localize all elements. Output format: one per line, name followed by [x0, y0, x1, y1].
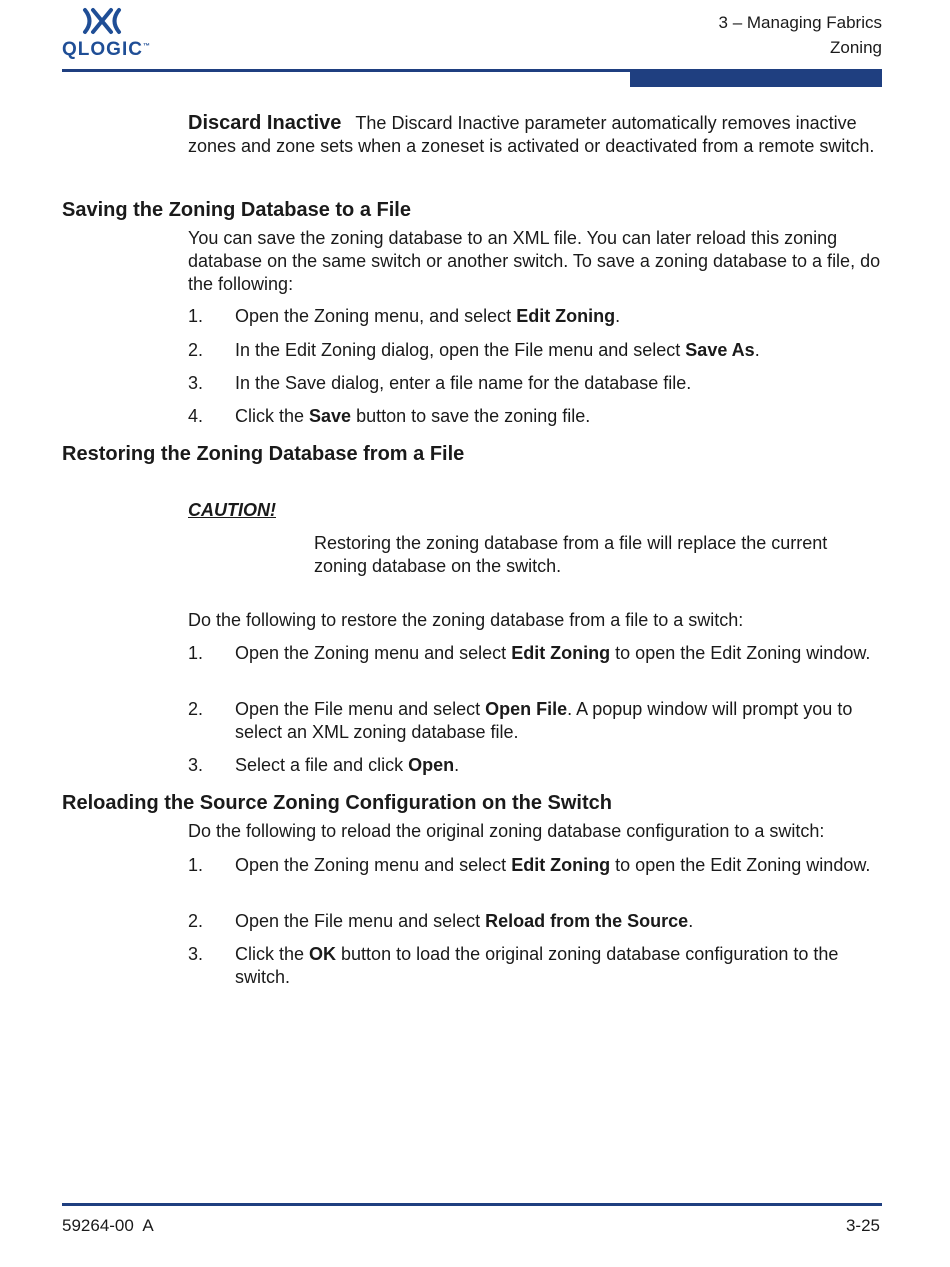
saving-step-4: 4. Click the Save button to save the zoning file. [188, 406, 591, 426]
footer-page-number: 3-25 [845, 1216, 880, 1235]
discard-inactive-paragraph [188, 112, 882, 158]
reloading-step-3: 3. Click the OK button to load the original zoning database configuration to the switch. [188, 944, 839, 987]
reloading-step-1: 1. Open the Zoning menu and select Edit Zoning to open the Edit Zoning window. [188, 855, 871, 875]
restoring-step-3: 3. Select a file and click Open. [188, 755, 460, 775]
restoring-step-1: 1. Open the Zoning menu and select Edit Zoning to open the Edit Zoning window. [188, 643, 871, 663]
logo-wordmark: QLOGIC™ [62, 39, 151, 60]
running-head-section: Zoning [830, 38, 882, 57]
qlogic-logo [62, 6, 157, 62]
footer-rule [62, 1203, 882, 1206]
caution-label: CAUTION! [188, 500, 276, 520]
running-head [719, 10, 882, 60]
heading-saving: Saving the Zoning Database to a File [62, 199, 411, 221]
running-head-chapter: 3 – Managing Fabrics [718, 13, 882, 32]
saving-step-2: 2. In the Edit Zoning dialog, open the File menu and select Save As. [188, 340, 760, 360]
page-header [0, 0, 950, 90]
discard-inactive-term: Discard Inactive [188, 112, 342, 134]
saving-intro: You can save the zoning database to an XML file. You can later reload this zoning database on the same switch or another switch. To save a zoning database to a file, do the following: [188, 228, 881, 294]
restoring-intro: Do the following to restore the zoning database from a file to a switch: [188, 610, 744, 630]
reloading-intro: Do the following to reload the original zoning database configuration to a switch: [188, 821, 825, 841]
saving-step-1: 1. Open the Zoning menu, and select Edit Zoning. [188, 306, 621, 326]
heading-reloading: Reloading the Source Zoning Configuration on the Switch [62, 792, 612, 814]
restoring-step-2: 2. Open the File menu and select Open File. A popup window will prompt you to select an XML zoning database file. [188, 699, 853, 742]
footer-doc-number: 59264-00 A [62, 1216, 154, 1235]
caution-text: Restoring the zoning database from a file will replace the current zoning database on the switch. [314, 533, 828, 576]
qlogic-logo-icon [80, 6, 124, 36]
discard-inactive-text: The Discard Inactive parameter automatically removes inactive zones and zone sets when a zoneset is activated or deactivated from a remote switch. [188, 113, 875, 156]
heading-restoring: Restoring the Zoning Database from a File [62, 443, 465, 465]
header-rule-block [630, 69, 882, 87]
saving-step-3: 3. In the Save dialog, enter a file name for the database file. [188, 373, 692, 393]
reloading-step-2: 2. Open the File menu and select Reload from the Source. [188, 911, 694, 931]
